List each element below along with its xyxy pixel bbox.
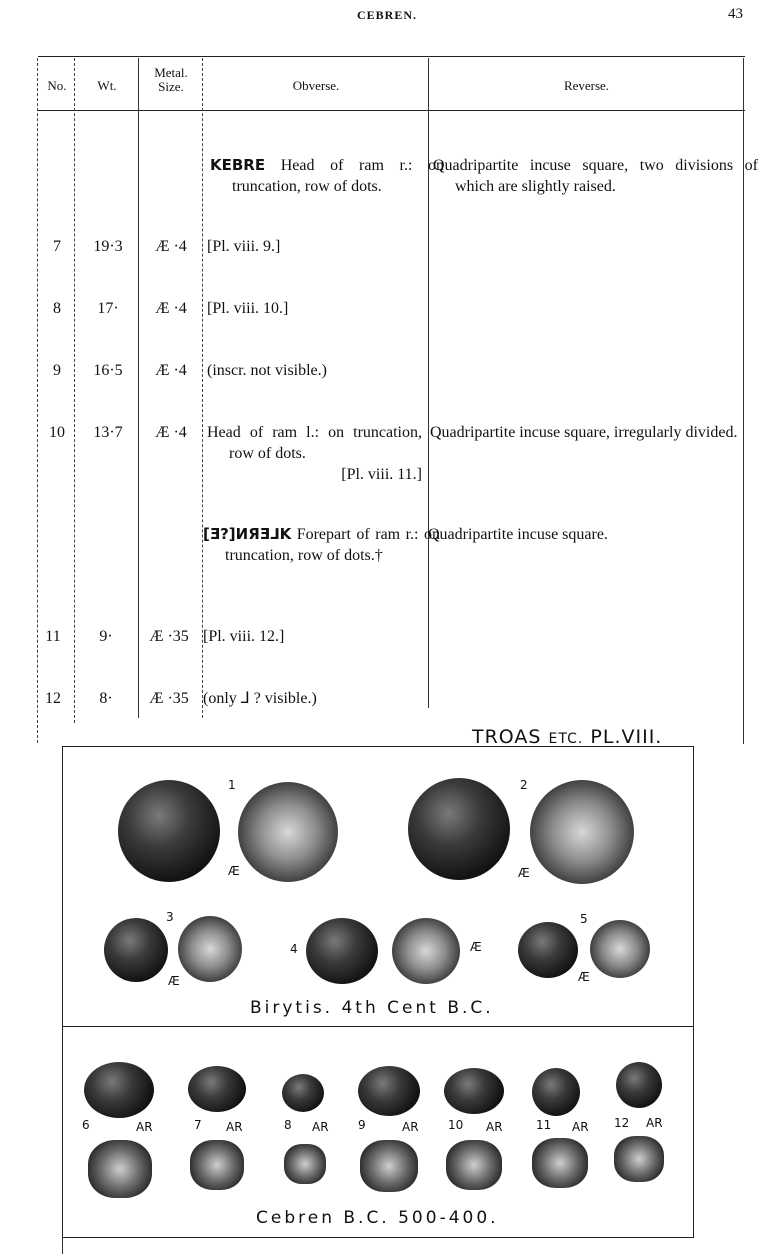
plate-title-region: TROAS	[472, 726, 542, 748]
row10-obverse	[207, 422, 422, 485]
coin-3-reverse	[178, 916, 242, 982]
group2-obverse	[203, 524, 440, 566]
row10-obverse-text: Head of ram l.: on truncation, row of dots.	[207, 424, 422, 462]
row9-wt: 16·5	[93, 362, 123, 379]
table-header-rule	[38, 110, 745, 111]
plate-label-1: 1	[228, 778, 236, 792]
plate-title-etc: ETC.	[548, 731, 584, 747]
row9-metal: Æ ·4	[155, 362, 187, 379]
row10-reverse: Quadripartite incuse square, irregularly divided.	[430, 424, 738, 441]
header-metal-line2: Size.	[158, 79, 184, 94]
row8-obverse: [Pl. viii. 10.]	[207, 300, 289, 317]
coin-12-obverse	[616, 1062, 662, 1108]
plate-label-2: 2	[520, 778, 528, 792]
coin-9-obverse	[358, 1066, 420, 1116]
row9-no: 9	[53, 362, 61, 379]
plate-label-11: 11	[536, 1118, 552, 1132]
row12-obverse: (only ⅃ ? visible.)	[203, 690, 317, 707]
plate-label-12: 12	[614, 1116, 630, 1130]
row12-metal: Æ ·35	[149, 690, 189, 707]
coin-1-reverse	[238, 782, 338, 882]
coin-1-obverse	[118, 780, 220, 882]
plate-label-4-ae: Æ	[470, 940, 482, 954]
row10-wt: 13·7	[93, 424, 123, 441]
coin-9-reverse	[360, 1140, 418, 1192]
row7-metal: Æ ·4	[155, 238, 187, 255]
coin-8-reverse	[284, 1144, 326, 1184]
row10-metal: Æ ·4	[155, 424, 187, 441]
header-no: No.	[47, 78, 67, 93]
group2-obverse-text: Forepart of ram r.: on truncation, row of dots.†	[225, 526, 440, 564]
plate-label-4: 4	[290, 942, 298, 956]
row7-obverse: [Pl. viii. 9.]	[207, 238, 281, 255]
plate-label-7: 7	[194, 1118, 202, 1132]
plate-label-11-ar: AR	[572, 1120, 589, 1134]
col-line-wt	[138, 58, 139, 718]
group1-obverse	[210, 155, 444, 197]
header-wt: Wt.	[97, 78, 117, 93]
coin-5-reverse	[590, 920, 650, 978]
group1-legend: KEBRE	[210, 156, 266, 174]
plate-divider	[63, 1026, 693, 1027]
plate-label-8: 8	[284, 1118, 292, 1132]
plate-label-7-ar: AR	[226, 1120, 243, 1134]
row7-no: 7	[53, 238, 61, 255]
coin-12-reverse	[614, 1136, 664, 1182]
page-number: 43	[728, 6, 743, 22]
row9-obverse: (inscr. not visible.)	[207, 362, 327, 379]
plate-title-number: PL.VIII.	[590, 726, 663, 748]
header-obverse: Obverse.	[292, 78, 340, 93]
col-line-metal	[202, 58, 203, 718]
plate-title	[472, 726, 662, 748]
coin-2-reverse	[530, 780, 634, 884]
row8-wt: 17·	[97, 300, 119, 317]
plate-label-9-ar: AR	[402, 1120, 419, 1134]
plate-label-5: 5	[580, 912, 588, 926]
coin-10-obverse	[444, 1068, 504, 1114]
plate-caption-birytis: Birytis. 4th Cent B.C.	[250, 998, 494, 1018]
row8-metal: Æ ·4	[155, 300, 187, 317]
coin-6-obverse	[84, 1062, 154, 1118]
row7-wt: 19·3	[93, 238, 123, 255]
plate-label-8-ar: AR	[312, 1120, 329, 1134]
row12-no: 12	[45, 690, 61, 707]
row10-obverse-ref: [Pl. viii. 11.]	[341, 466, 422, 483]
row8-no: 8	[53, 300, 61, 317]
plate-label-6: 6	[82, 1118, 90, 1132]
coin-8-obverse	[282, 1074, 324, 1112]
row11-no: 11	[45, 628, 61, 645]
coin-11-obverse	[532, 1068, 580, 1116]
plate-label-2-ae: Æ	[518, 866, 530, 880]
plate-label-10: 10	[448, 1118, 464, 1132]
coin-10-reverse	[446, 1140, 502, 1190]
plate-label-5-ae: Æ	[578, 970, 590, 984]
plate-label-9: 9	[358, 1118, 366, 1132]
running-head: CEBREN.	[357, 8, 418, 22]
plate-label-3: 3	[166, 910, 174, 924]
row11-obverse: [Pl. viii. 12.]	[203, 628, 285, 645]
coin-7-obverse	[188, 1066, 246, 1112]
header-reverse: Reverse.	[563, 78, 610, 93]
coin-6-reverse	[88, 1140, 152, 1198]
coin-11-reverse	[532, 1138, 588, 1188]
row10-no: 10	[49, 424, 65, 441]
group1-obverse-text: Head of ram r.: on truncation, row of dots.	[232, 157, 444, 195]
plate-label-6-ar: AR	[136, 1120, 153, 1134]
group2-reverse: Quadripartite incuse square.	[428, 526, 608, 543]
plate-caption-cebren: Cebren B.C. 500-400.	[256, 1208, 499, 1228]
group1-reverse: Quadripartite incuse square, two divisions of which are slightly raised.	[433, 157, 758, 195]
coin-2-obverse	[408, 778, 510, 880]
row11-metal: Æ ·35	[149, 628, 189, 645]
row11-wt: 9·	[99, 628, 113, 645]
header-metal	[140, 66, 202, 94]
coin-4-obverse	[306, 918, 378, 984]
row12-wt: 8·	[99, 690, 113, 707]
plate-label-12-ar: AR	[646, 1116, 663, 1130]
coin-4-reverse	[392, 918, 460, 984]
col-line-no	[74, 58, 75, 723]
plate-label-1-ae: Æ	[228, 864, 240, 878]
plate-label-3-ae: Æ	[168, 974, 180, 988]
plate-bottom-tick	[62, 1238, 63, 1254]
coin-5-obverse	[518, 922, 578, 978]
header-metal-line1: Metal.	[154, 65, 188, 80]
plate-label-10-ar: AR	[486, 1120, 503, 1134]
coin-3-obverse	[104, 918, 168, 982]
coin-7-reverse	[190, 1140, 244, 1190]
group2-legend: [Ǝ?]ИЯƎ⅃K	[203, 525, 292, 543]
table-top-rule	[38, 56, 745, 57]
